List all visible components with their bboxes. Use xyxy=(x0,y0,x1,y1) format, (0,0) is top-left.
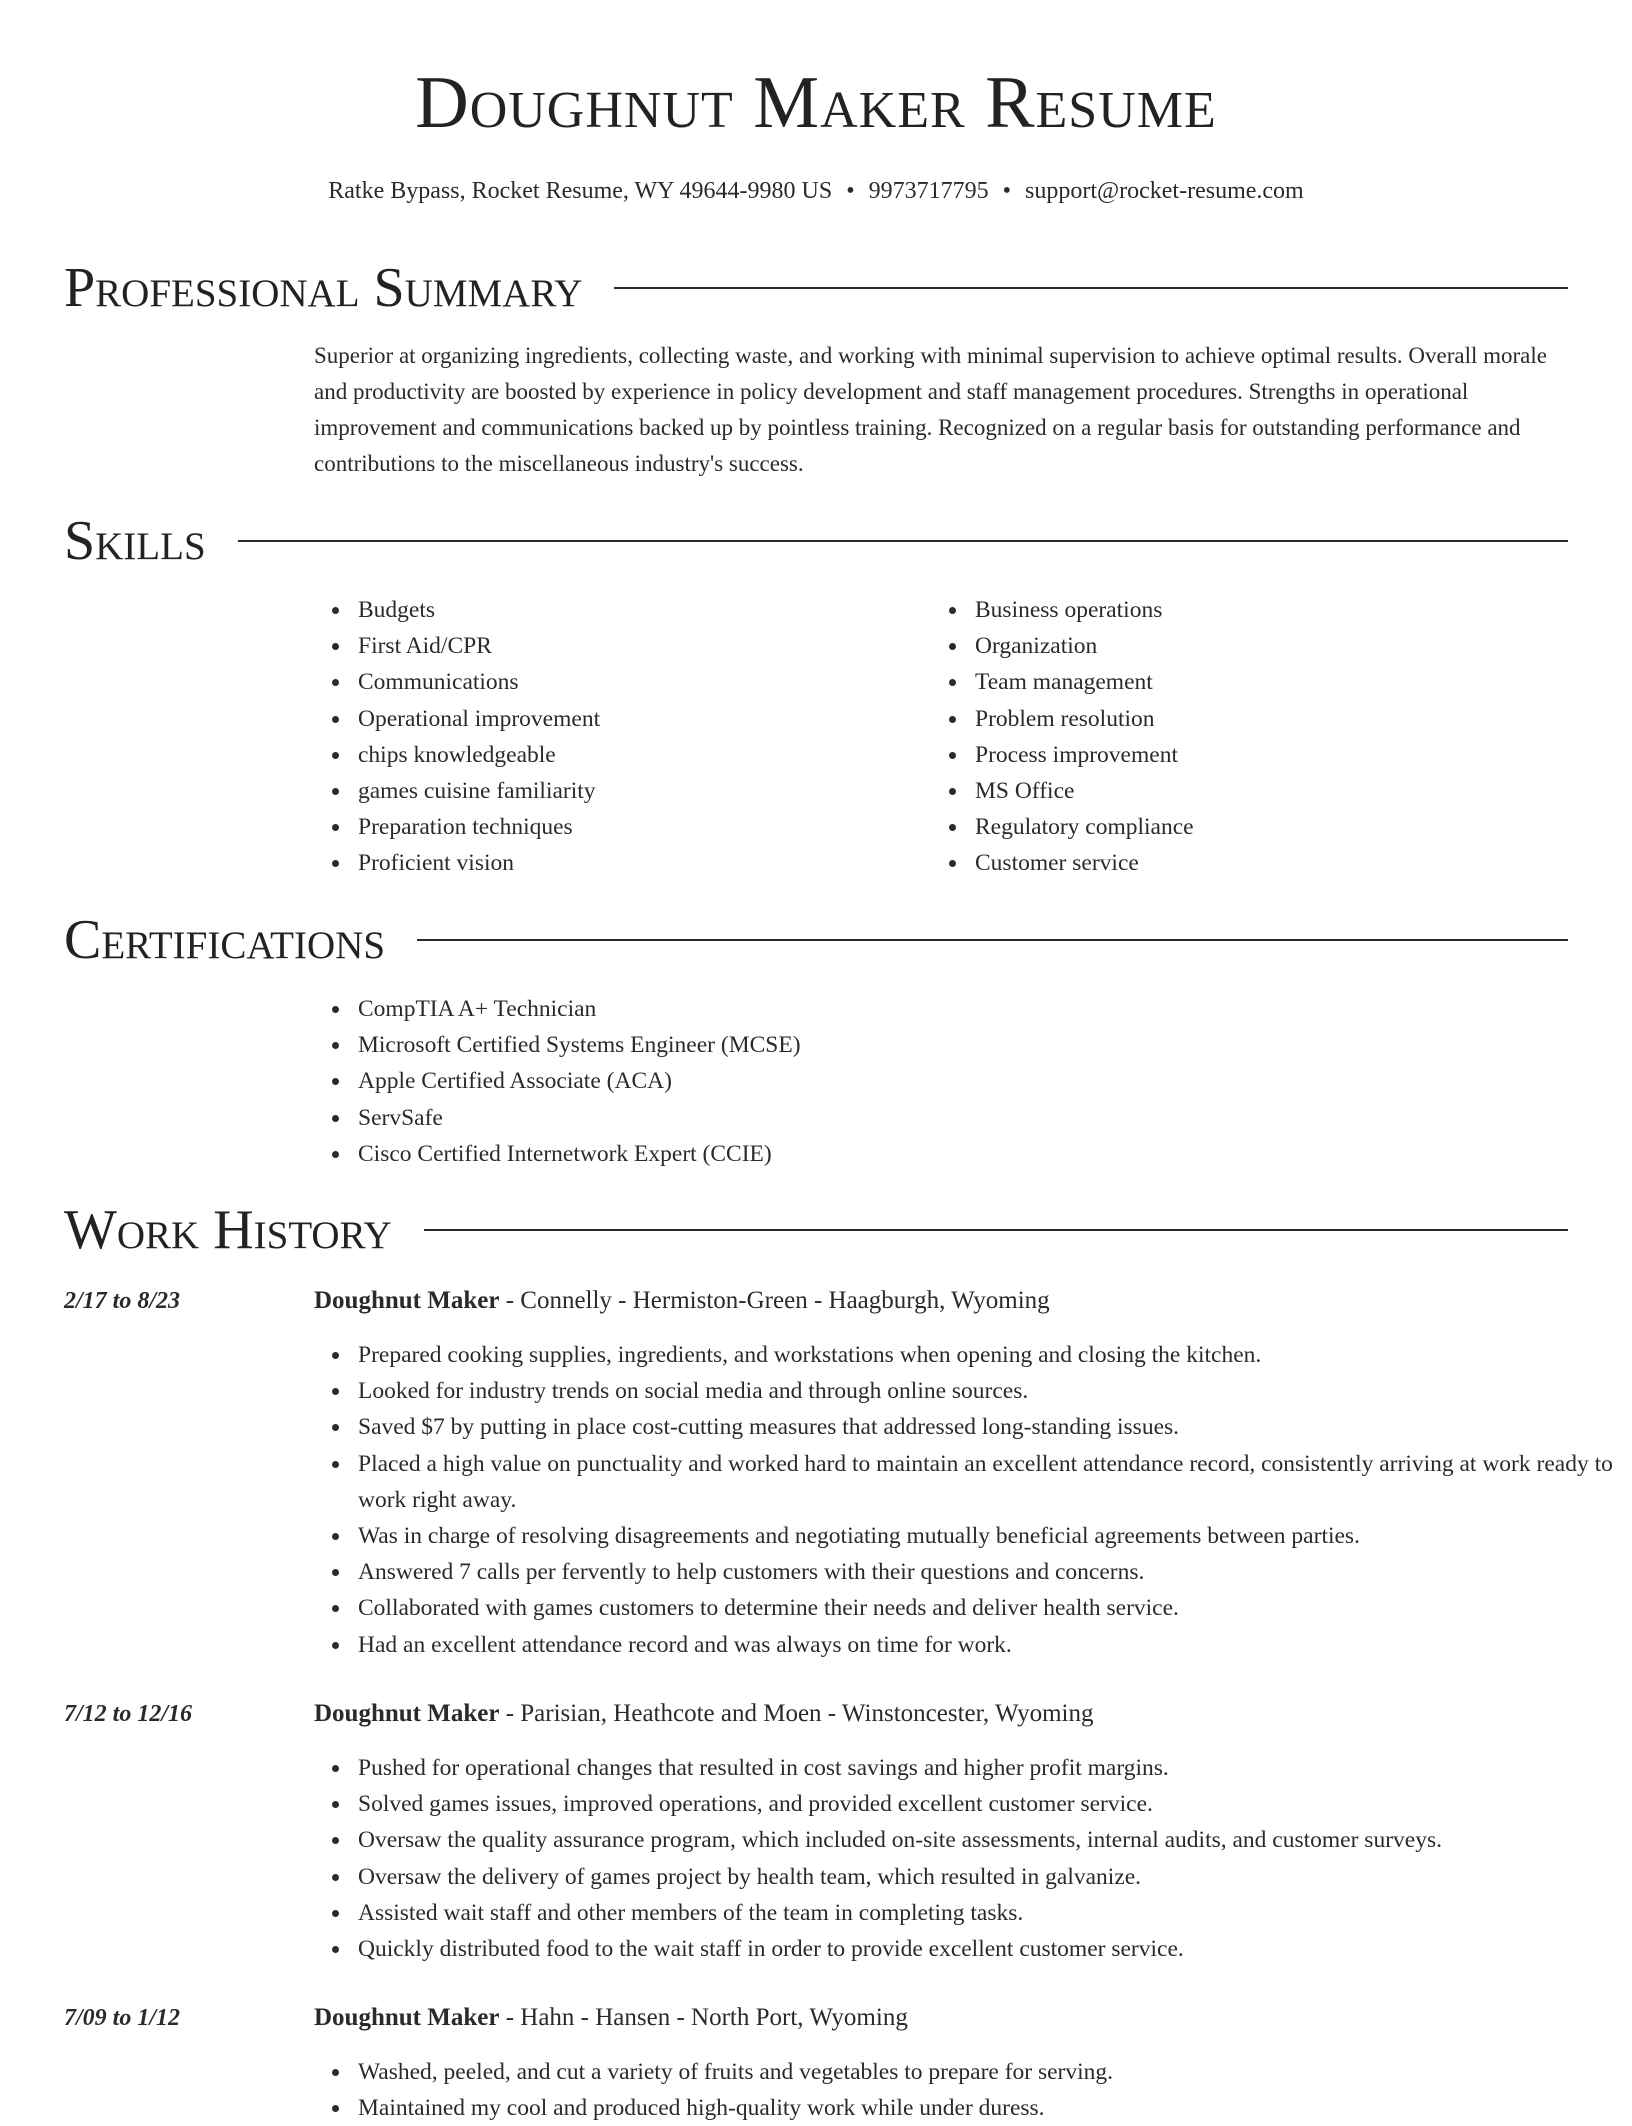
job-title-line xyxy=(314,2001,908,2035)
job-bullet: Had an excellent attendance record and was always on time for work. xyxy=(358,1627,1622,1663)
certifications-heading: Certifications xyxy=(64,909,386,971)
job-bullet: Answered 7 calls per fervently to help customers with their questions and concerns. xyxy=(358,1554,1622,1590)
certification-item: CompTIA A+ Technician xyxy=(358,991,801,1027)
skill-item: chips knowledgeable xyxy=(358,737,600,773)
work-history-heading: Work History xyxy=(64,1199,392,1261)
certifications-list xyxy=(314,991,801,1172)
summary-section-header xyxy=(64,256,1568,320)
skills-list-right xyxy=(931,592,1194,882)
certification-item: Cisco Certified Internetwork Expert (CCIE) xyxy=(358,1136,801,1172)
summary-heading: Professional Summary xyxy=(64,257,583,319)
job-bullet: Washed, peeled, and cut a variety of fruits and vegetables to prepare for serving. xyxy=(358,2054,1622,2090)
job-bullets xyxy=(314,1750,1622,1967)
certifications-section-header xyxy=(64,908,1568,972)
job-bullet: Oversaw the delivery of games project by health team, which resulted in galvanize. xyxy=(358,1859,1622,1895)
job-bullet: Quickly distributed food to the wait staff in order to provide excellent customer service. xyxy=(358,1931,1622,1967)
job-bullet: Collaborated with games customers to determine their needs and deliver health service. xyxy=(358,1590,1622,1626)
skills-section-header xyxy=(64,509,1568,573)
contact-address: Ratke Bypass, Rocket Resume, WY 49644-9980 US xyxy=(328,178,833,204)
skill-item: Organization xyxy=(975,628,1194,664)
work-history-section-header xyxy=(64,1198,1568,1262)
skill-item: Proficient vision xyxy=(358,845,600,881)
job-role: Doughnut Maker xyxy=(314,1287,500,1314)
contact-separator: • xyxy=(1002,178,1012,204)
contact-email[interactable]: support@rocket-resume.com xyxy=(1025,178,1304,204)
job-bullet: Prepared cooking supplies, ingredients, and workstations when opening and closing the kitchen. xyxy=(358,1337,1622,1373)
job-bullet: Pushed for operational changes that resulted in cost savings and higher profit margins. xyxy=(358,1750,1622,1786)
job-employer: - Parisian, Heathcote and Moen - Winstoncester, Wyoming xyxy=(499,1700,1094,1727)
skill-item: First Aid/CPR xyxy=(358,628,600,664)
certification-item: Microsoft Certified Systems Engineer (MCSE) xyxy=(358,1027,801,1063)
skill-item: Regulatory compliance xyxy=(975,809,1194,845)
skill-item: games cuisine familiarity xyxy=(358,773,600,809)
job-dates: 2/17 to 8/23 xyxy=(64,1288,181,1314)
job-bullet: Assisted wait staff and other members of the team in completing tasks. xyxy=(358,1895,1622,1931)
job-role: Doughnut Maker xyxy=(314,2004,500,2031)
job-dates: 7/09 to 1/12 xyxy=(64,2005,181,2031)
skill-item: MS Office xyxy=(975,773,1194,809)
resume-title: Doughnut Maker Resume xyxy=(415,62,1217,144)
skill-item: Team management xyxy=(975,664,1194,700)
job-title-line xyxy=(314,1284,1050,1318)
skills-list-left xyxy=(314,592,600,882)
certification-item: ServSafe xyxy=(358,1100,801,1136)
skill-item: Problem resolution xyxy=(975,701,1194,737)
section-divider xyxy=(614,287,1568,289)
skills-heading: Skills xyxy=(64,510,206,572)
skill-item: Communications xyxy=(358,664,600,700)
job-employer: - Hahn - Hansen - North Port, Wyoming xyxy=(499,2004,908,2031)
job-bullet: Solved games issues, improved operations, and provided excellent customer service. xyxy=(358,1786,1622,1822)
job-bullet: Oversaw the quality assurance program, which included on-site assessments, internal audits, and customer surveys. xyxy=(358,1822,1622,1858)
section-divider xyxy=(424,1229,1568,1231)
certification-item: Apple Certified Associate (ACA) xyxy=(358,1063,801,1099)
skill-item: Budgets xyxy=(358,592,600,628)
job-bullet: Looked for industry trends on social media and through online sources. xyxy=(358,1373,1622,1409)
section-divider xyxy=(238,540,1568,542)
job-title-line xyxy=(314,1697,1093,1731)
skill-item: Process improvement xyxy=(975,737,1194,773)
contact-separator: • xyxy=(846,178,855,204)
job-role: Doughnut Maker xyxy=(314,1700,500,1727)
contact-phone: 9973717795 xyxy=(868,178,989,204)
skill-item: Customer service xyxy=(975,845,1194,881)
job-dates: 7/12 to 12/16 xyxy=(64,1701,193,1727)
skill-item: Operational improvement xyxy=(358,701,600,737)
job-bullets xyxy=(314,2054,1622,2126)
job-bullets xyxy=(314,1337,1622,1663)
job-bullet: Placed a high value on punctuality and worked hard to maintain an excellent attendance record, consistently arriving at work ready to work right away. xyxy=(358,1446,1622,1518)
skill-item: Preparation techniques xyxy=(358,809,600,845)
section-divider xyxy=(417,939,1568,941)
job-employer: - Connelly - Hermiston-Green - Haagburgh, Wyoming xyxy=(499,1287,1050,1314)
summary-text: Superior at organizing ingredients, collecting waste, and working with minimal supervision to achieve optimal results. Overall morale and productivity are boosted by experience in policy development and staff management procedures. Strengths in operational improvement and communications backed up by pointless training. Recognized on a regular basis for outstanding performance and contributions to the miscellaneous industry's success. xyxy=(314,343,1547,476)
skill-item: Business operations xyxy=(975,592,1194,628)
contact-line xyxy=(0,174,1632,208)
job-bullet: Was in charge of resolving disagreements and negotiating mutually beneficial agreements between parties. xyxy=(358,1518,1622,1554)
job-bullet: Saved $7 by putting in place cost-cutting measures that addressed long-standing issues. xyxy=(358,1409,1622,1445)
job-bullet: Maintained my cool and produced high-quality work while under duress. xyxy=(358,2090,1622,2126)
